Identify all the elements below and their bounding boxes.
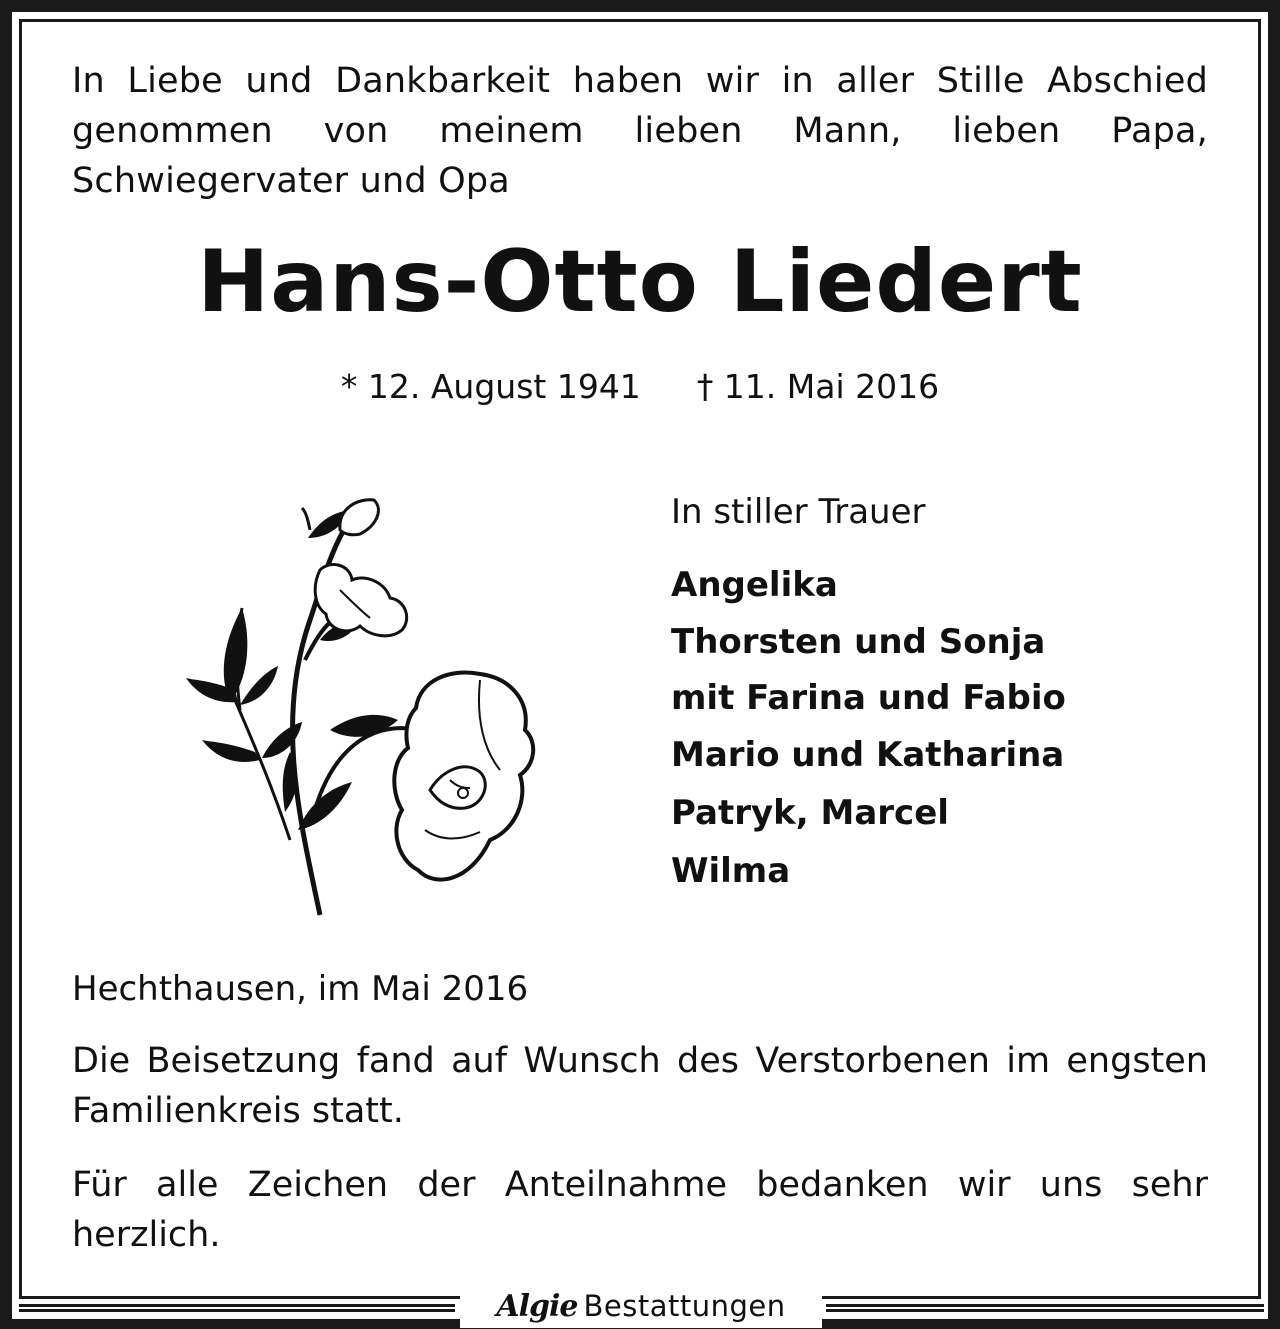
mourner-name: Mario und Katharina [671,735,1065,775]
place-date: Hechthausen, im Mai 2016 [72,969,529,1009]
deceased-name: Hans-Otto Liedert [197,232,1083,332]
life-dates [0,362,1280,412]
death-date: † 11. Mai 2016 [696,367,940,406]
burial-text: Die Beisetzung fand auf Wunsch des Verstorbenen im engsten Familienkreis statt. [72,1041,1208,1131]
brand-name: Bestattungen [583,1289,786,1323]
footer [0,1284,1280,1328]
mourner-name: Thorsten und Sonja [671,622,1046,662]
brand-logo: Algie [496,1288,578,1324]
flower-icon [180,490,540,920]
footer-rule-left [19,1304,455,1312]
birth-date: * 12. August 1941 [340,367,641,406]
mourner-name: mit Farina und Fabio [671,678,1066,718]
intro-text: In Liebe und Dankbarkeit haben wir in aller Stille Abschied genommen von meinem lieben Mann, lieben Papa, Schwiegervater und Opa [72,61,1208,201]
mourner-name: Patryk, Marcel [671,793,949,833]
thanks-text: Für alle Zeichen der Anteilnahme bedanken wir uns sehr herzlich. [72,1165,1208,1255]
mourner-name: Wilma [671,851,791,891]
mourners-list [671,556,1231,900]
footer-rule-right [826,1304,1264,1312]
funeral-home-brand [460,1284,822,1328]
mourning-label: In stiller Trauer [671,492,926,532]
mourner-name: Angelika [671,565,838,605]
